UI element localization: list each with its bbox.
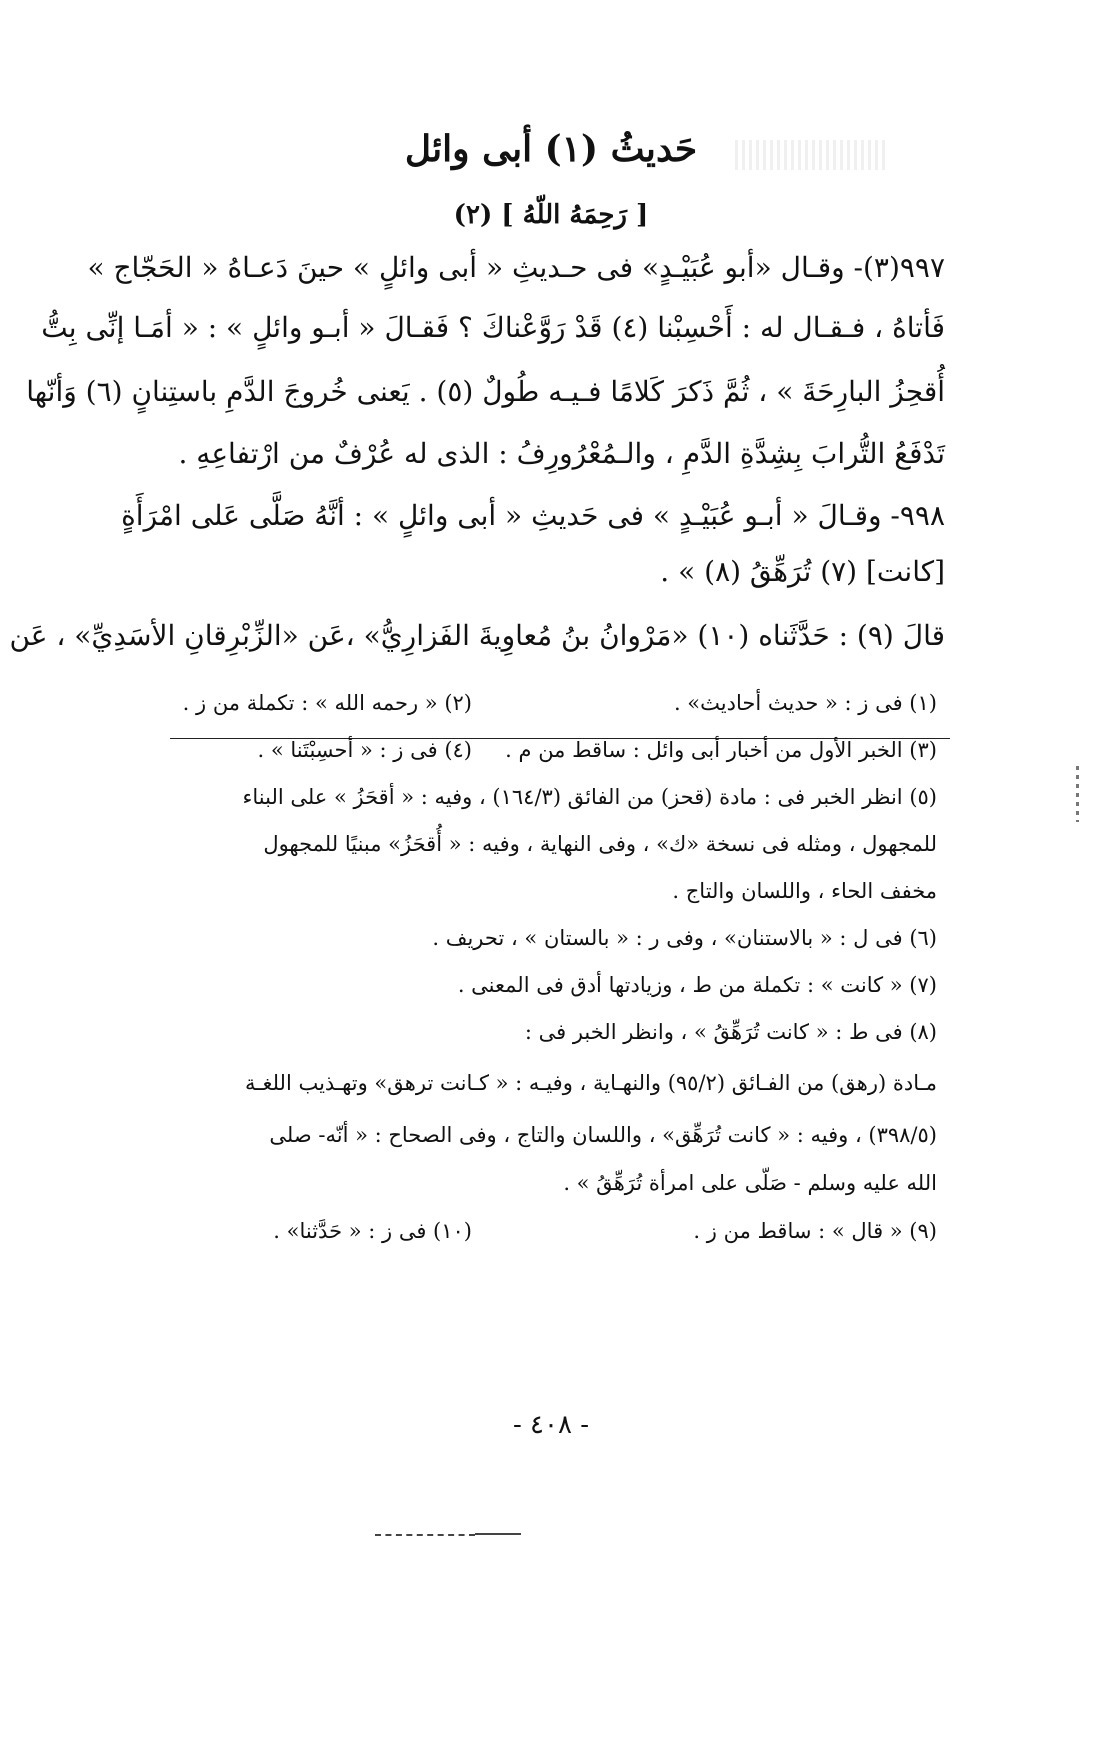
- footnote-8: (٨) فى ط : « كانت تُرَهِّقُ » ، وانظر الخبر فى :: [524, 1020, 937, 1044]
- footnote-10: (١٠) فى ز : « حَدَّثنا» .: [273, 1219, 472, 1243]
- footnote-8-cont: مـادة (رهق) من الفـائق (٩٥/٢) والنهـاية ، وفيـه : « كـانت ترهق» وتهـذيب اللغـة: [245, 1071, 937, 1095]
- footnote-9: (٩) « قال » : ساقط من ز .: [693, 1219, 937, 1243]
- footnote-8-cont: الله عليه وسلم - صَلّى على امرأة تُرَهِّقُ » .: [563, 1171, 937, 1195]
- scan-artifact-line: [475, 1533, 521, 1535]
- chapter-subtitle: [ رَحِمَهُ اللّهُ ] (٢): [453, 200, 649, 230]
- chapter-title: حَديثُ (١) أبى وائل: [404, 128, 698, 170]
- body-line: ٩٩٧(٣)- وقـال «أبو عُبَيْـدٍ» فى حـديثِ « أبى وائلٍ » حينَ دَعـاهُ « الحَجّاج »: [87, 251, 945, 284]
- body-line: تَدْفَعُ التُّرابَ بِشِدَّةِ الدَّمِ ، والـمُعْرُورِفُ : الذى له عُرْفٌ من ارْتفاعِهِ .: [178, 437, 945, 470]
- scan-artifact-line: [375, 1534, 475, 1536]
- footnote-5-cont: مخفف الحاء ، واللسان والتاج .: [672, 879, 937, 903]
- body-line: أُقحِزُ البارِحَةَ » ، ثُمَّ ذَكرَ كَلامًا فـيـه طُولٌ (٥) . يَعنى خُروجَ الدَّمِ باستِنانٍ (٦) وَأنّها: [26, 375, 945, 408]
- footnote-1: (١) فى ز : « حديث أحاديث» .: [673, 691, 937, 715]
- page-number: - ٤٠٨ -: [512, 1410, 590, 1440]
- body-line: ٩٩٨- وقـالَ « أبـو عُبَيْـدٍ » فى حَديثِ « أبى وائلٍ » : أنَّهُ صَلَّى عَلى امْرَأَةٍ: [121, 499, 945, 532]
- footnote-3: (٣) الخبر الأول من أخبار أبى وائل : ساقط من م .: [505, 738, 937, 762]
- footnote-5-cont: للمجهول ، ومثله فى نسخة «ك» ، وفى النهاية ، وفيه : « أُقحَزُ» مبنيًا للمجهول: [263, 832, 937, 856]
- footnote-2: (٢) « رحمه الله » : تكملة من ز .: [182, 691, 472, 715]
- footnote-6: (٦) فى ل : « بالاستنان» ، وفى ر : « بالستان » ، تحريف .: [432, 926, 937, 950]
- body-line: فَأتاهُ ، فـقـال له : أَحْسِبْنا (٤) قَدْ رَوَّعْناكَ ؟ فَقـالَ « أبـو وائلٍ » : « أمَـا إنِّى بِتُّ: [41, 311, 945, 344]
- scan-edge-mark: [1076, 766, 1079, 822]
- footnote-5: (٥) انظر الخبر فى : مادة (قحز) من الفائق (١٦٤/٣) ، وفيه : « أقحَزُ » على البناء: [242, 785, 937, 809]
- footnote-8-cont: (٣٩٨/٥) ، وفيه : « كانت تُرَهِّق» ، واللسان والتاج ، وفى الصحاح : « أنّه- صلى: [269, 1123, 937, 1147]
- body-line: [كانت] (٧) تُرَهِّقُ (٨) » .: [660, 555, 945, 588]
- body-line: قالَ (٩) : حَدَّثَناه (١٠) «مَرْوانُ بنُ مُعاوِيةَ الفَزارِيُّ» ،عَن «الزِّبْرِقانِ الأسَدِيِّ» ، عَن: [9, 619, 945, 652]
- footnote-7: (٧) « كانت » : تكملة من ط ، وزيادتها أدق فى المعنى .: [457, 973, 937, 997]
- footnote-4: (٤) فى ز : « أحسِبْتَنا » .: [257, 738, 472, 762]
